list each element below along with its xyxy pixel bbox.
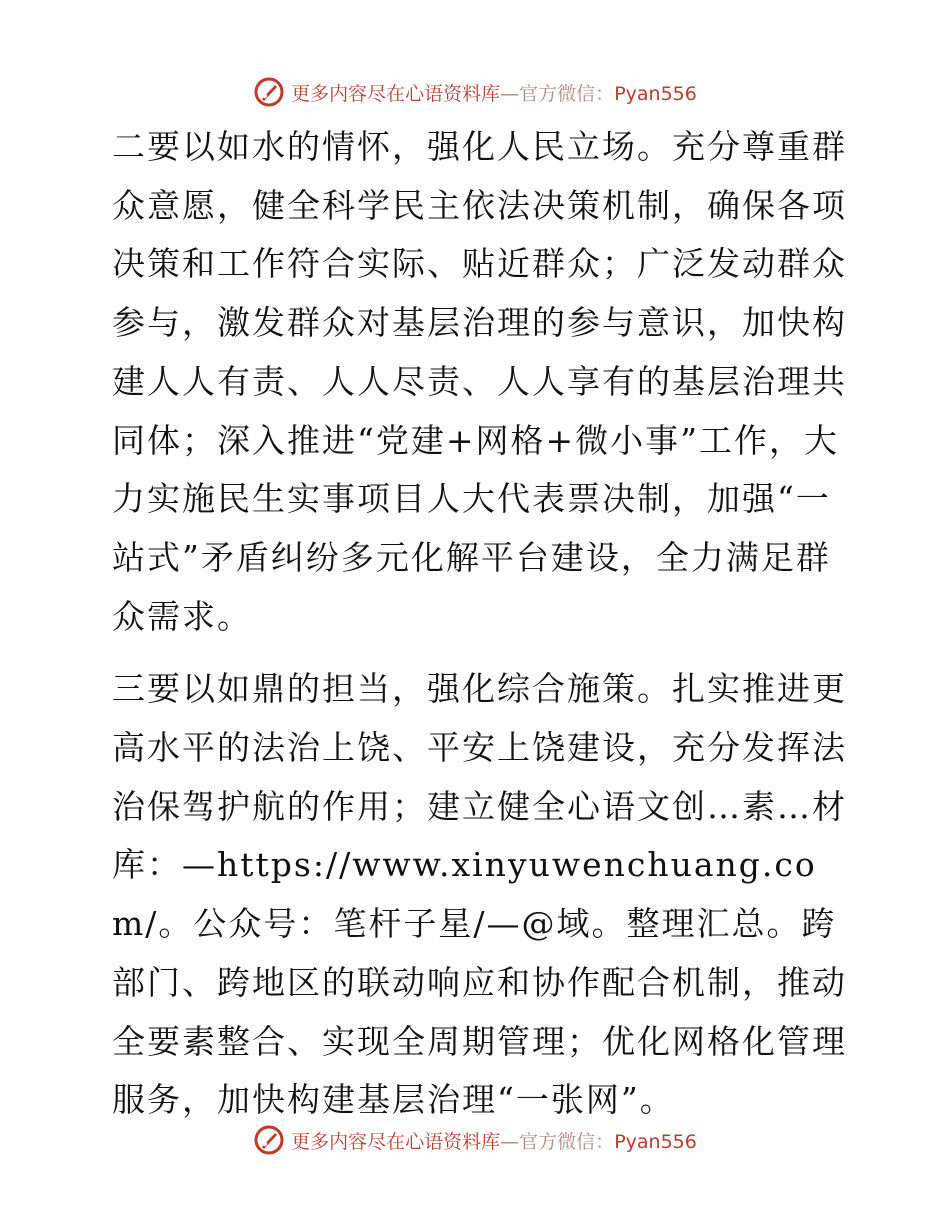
paragraph-2: 二要以如水的情怀，强化人民立场。充分尊重群众意愿，健全科学民主依法决策机制，确保各项决策和工作符合实际、贴近群众；广泛发动群众参与，激发群众对基层治理的参与意识，加快构建人人有责、人人尽责、人人享有的基层治理共同体；深入推进“党建+网格+微小事”工作，大力实施民生实事项目人大代表票决制，加强“一站式”矛盾纠纷多元化解平台建设，全力满足群众需求。 [112, 127, 847, 636]
document-body [98, 118, 850, 1130]
footer-separator: — [500, 1130, 520, 1153]
header-wechat-label: 官方微信： [519, 82, 615, 105]
header-separator: — [500, 82, 520, 105]
header-watermark [0, 72, 950, 112]
footer-watermark [0, 1120, 950, 1160]
footer-wechat-label: 官方微信： [519, 1130, 615, 1153]
footer-wechat-id: Pyan556 [614, 1130, 697, 1153]
header-brand: 更多内容尽在心语资料库 [291, 82, 501, 105]
quill-logo-icon [253, 76, 285, 108]
paragraph-3: 三要以如鼎的担当，强化综合施策。扎实推进更高水平的法治上饶、平安上饶建设，充分发挥法治保驾护航的作用；建立健全心语文创…素…材库：—https://www.xinyuwenchuang.com/。公众号：笔杆子星/—@域。整理汇总。跨部门、跨地区的联动响应和协作配合机制，推动全要素整合、实现全周期管理；优化网格化管理服务，加快构建基层治理“一张网”。 [112, 669, 847, 1120]
header-wechat-id: Pyan556 [614, 82, 697, 105]
quill-logo-icon [253, 1124, 285, 1156]
footer-brand: 更多内容尽在心语资料库 [291, 1130, 501, 1153]
